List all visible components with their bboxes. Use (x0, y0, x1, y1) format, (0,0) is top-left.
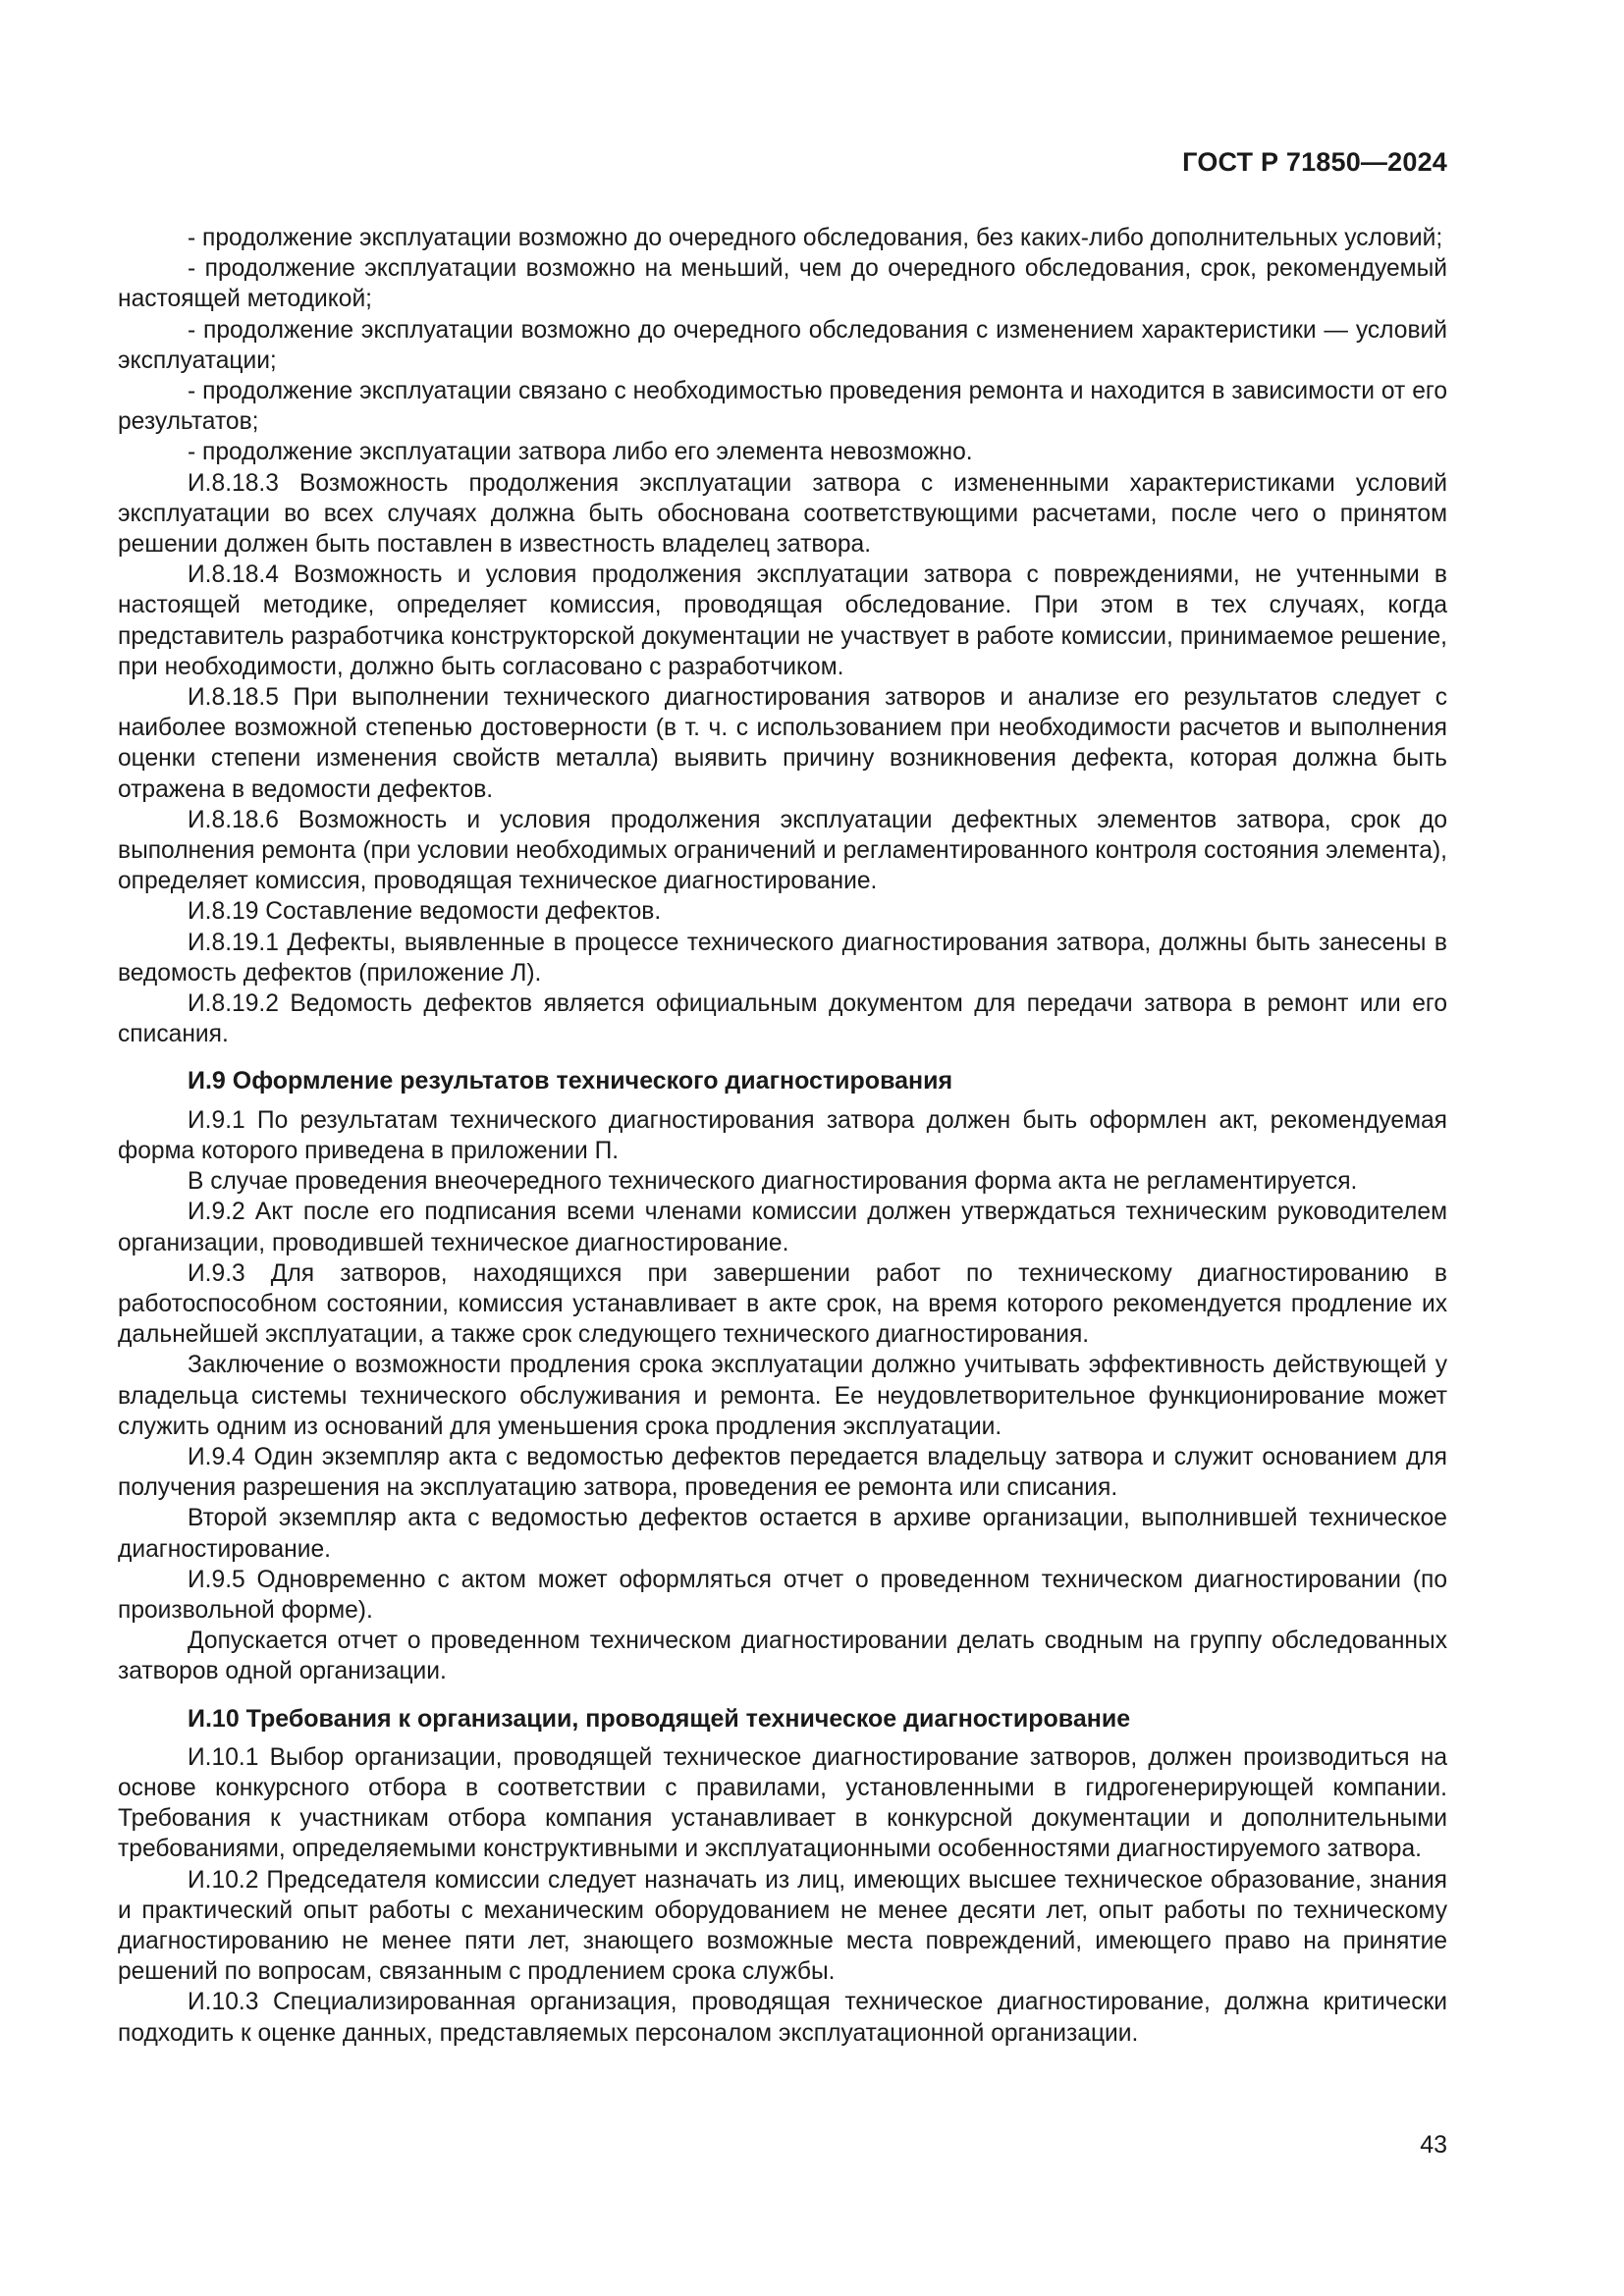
paragraph-i-8-18-5: И.8.18.5 При выполнении технического диагностирования затворов и анализе его результатов следует с наиболее возможной степенью достоверности (в т. ч. с использованием при необходимости расчетов и выполнения оценки степени изменения свойств металла) выявить причину возникновения дефекта, которая должна быть отражена в ведомости дефектов. (118, 684, 1447, 803)
paragraph-i-9-1-extraordinary: В случае проведения внеочередного технического диагностирования форма акта не регламентируется. (188, 1168, 1358, 1196)
list-item-continue-impossible: - продолжение эксплуатации затвора либо его элемента невозможно. (188, 439, 973, 466)
section-heading-i-9: И.9 Оформление результатов технического диагностирования (188, 1067, 953, 1095)
list-item-continue-repair-dependent: - продолжение эксплуатации связано с необходимостью проведения ремонта и находится в зависимости от его результатов; (118, 378, 1447, 436)
paragraph-i-9-4: И.9.4 Один экземпляр акта с ведомостью дефектов передается владельцу затвора и служит основанием для получения разрешения на эксплуатацию затвора, проведения ее ремонта или списания. (118, 1443, 1447, 1502)
document-body (118, 223, 1447, 2049)
paragraph-i-8-18-6: И.8.18.6 Возможность и условия продолжения эксплуатации дефектных элементов затвора, срок до выполнения ремонта (при условии необходимых ограничений и регламентированного контроля состояния элемента), определяет комиссия, проводящая техническое диагностирование. (118, 806, 1447, 895)
paragraph-i-9-5-summary-report: Допускается отчет о проведенном техническом диагностировании делать сводным на группу обследованных затворов одной организации. (118, 1628, 1447, 1685)
section-heading-i-10: И.10 Требования к организации, проводящей техническое диагностирование (188, 1704, 1131, 1733)
document-number-header: ГОСТ Р 71850—2024 (1182, 147, 1447, 177)
paragraph-i-8-19-2: И.8.19.2 Ведомость дефектов является официальным документом для передачи затвора в ремонт или его списания. (118, 990, 1447, 1048)
page-number: 43 (1420, 2131, 1447, 2159)
list-item-continue-shorter-term: - продолжение эксплуатации возможно на меньший, чем до очередного обследования, срок, рекомендуемый настоящей методикой; (118, 255, 1447, 313)
paragraph-i-9-1: И.9.1 По результатам технического диагностирования затвора должен быть оформлен акт, рекомендуемая форма которого приведена в приложении П. (118, 1106, 1447, 1164)
paragraph-i-8-19: И.8.19 Составление ведомости дефектов. (188, 898, 662, 926)
paragraph-i-8-19-1: И.8.19.1 Дефекты, выявленные в процессе технического диагностирования затвора, должны быть занесены в ведомость дефектов (приложение Л). (118, 929, 1447, 987)
paragraph-i-9-4-second-copy: Второй экземпляр акта с ведомостью дефектов остается в архиве организации, выполнившей техническое диагностирование. (118, 1505, 1447, 1563)
paragraph-i-10-2: И.10.2 Председателя комиссии следует назначать из лиц, имеющих высшее техническое образование, знания и практический опыт работы с механическим оборудованием не менее десяти лет, опыт работы по техническому диагностированию не менее пяти лет, знающего возможные места повреждений, имеющего право на принятие решений по вопросам, связанным с продлением срока службы. (118, 1866, 1447, 1986)
paragraph-i-9-2: И.9.2 Акт после его подписания всеми членами комиссии должен утверждаться техническим руководителем организации, проводившей техническое диагностирование. (118, 1199, 1447, 1256)
paragraph-i-9-3: И.9.3 Для затворов, находящихся при завершении работ по техническому диагностированию в работоспособном состоянии, комиссия устанавливает в акте срок, на время которого рекомендуется продление их дальнейшей эксплуатации, а также срок следующего технического диагностирования. (118, 1259, 1447, 1349)
list-item-continue-no-conditions: - продолжение эксплуатации возможно до очередного обследования, без каких-либо дополнительных условий; (188, 225, 1443, 251)
list-item-continue-changed-conditions: - продолжение эксплуатации возможно до очередного обследования с изменением характеристики — условий эксплуатации; (118, 316, 1447, 374)
paragraph-i-9-3-conclusion: Заключение о возможности продления срока эксплуатации должно учитывать эффективность действующей у владельца системы технического обслуживания и ремонта. Ее неудовлетворительное функционирование может служить одним из оснований для уменьшения срока продления эксплуатации. (118, 1352, 1447, 1440)
paragraph-i-8-18-4: И.8.18.4 Возможность и условия продолжения эксплуатации затвора с повреждениями, не учтенными в настоящей методике, определяет комиссия, проводящая обследование. При этом в тех случаях, когда представитель разработчика конструкторской документации не участвует в работе комиссии, принимаемое решение, при необходимости, должно быть согласовано с разработчиком. (118, 561, 1447, 680)
paragraph-i-8-18-3: И.8.18.3 Возможность продолжения эксплуатации затвора с измененными характеристиками условий эксплуатации во всех случаях должна быть обоснована соответствующими расчетами, после чего о принятом решении должен быть поставлен в известность владелец затвора. (118, 469, 1447, 559)
paragraph-i-10-3: И.10.3 Специализированная организация, проводящая техническое диагностирование, должна критически подходить к оценке данных, представляемых персоналом эксплуатационной организации. (118, 1989, 1447, 2047)
paragraph-i-9-5: И.9.5 Одновременно с актом может оформляться отчет о проведенном техническом диагностировании (по произвольной форме). (118, 1566, 1447, 1624)
paragraph-i-10-1: И.10.1 Выбор организации, проводящей техническое диагностирование затворов, должен производиться на основе конкурсного отбора в соответствии с правилами, установленными в гидрогенерирующей компании. Требования к участникам отбора компания устанавливает в конкурсной документации и дополнительными требованиями, определяемыми конструктивными и эксплуатационными особенностями диагностируемого затвора. (118, 1743, 1447, 1863)
